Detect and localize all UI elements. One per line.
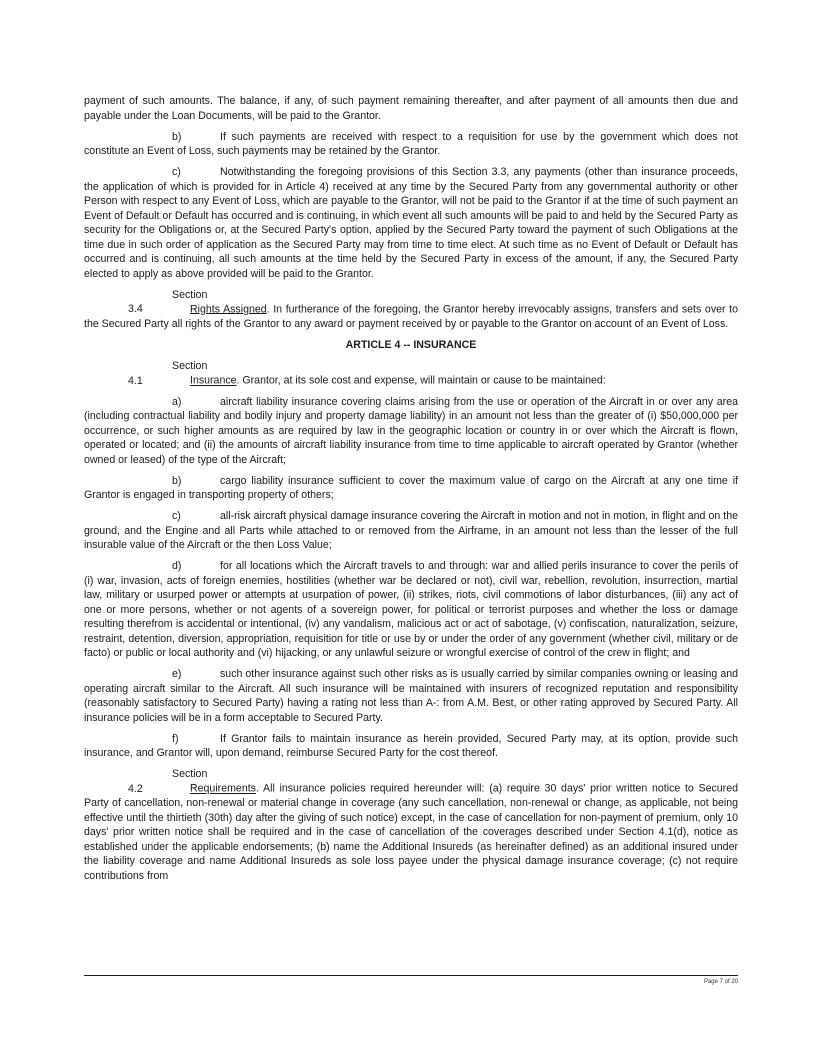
item-text: Notwithstanding the foregoing provisions of this Section 3.3, any payments (other than insurance proceeds, the application of which is provided for in Article 4) received at any time by the Secured Party from any governmental authority or other Person with respect to any Event of Loss, which are payable to the Grantor, will not be paid to the Grantor if at the time of such payment an Event of Default or Default has occurred and is continuing, in which event all such amounts will be paid to and held by the Secured Party as security for the Obligations or, at the Secured Party's option, applied by the Secured Party toward the payment of such Obligations at the time due in such order of application as the Secured Party may from time to time elect. At such time as no Event of Default or Default has occurred and is continuing, all such amounts at the time held by the Secured Party in excess of the amount, if any, the Secured Party elected to apply as above provided will be paid to the Grantor. bbox=[84, 166, 738, 280]
item-label: d) bbox=[172, 560, 182, 572]
item-label: b) bbox=[172, 474, 182, 487]
section-title: Rights Assigned bbox=[190, 303, 267, 315]
paragraph-4-1-a bbox=[84, 395, 738, 468]
item-label: c) bbox=[172, 510, 181, 522]
paragraph-3-3-c bbox=[84, 165, 738, 281]
section-4-1 bbox=[84, 359, 738, 388]
item-text: If such payments are received with respect to a requisition for use by the government which does not constitute an Event of Loss, such payments may be retained by the Grantor. bbox=[84, 130, 738, 157]
item-text: such other insurance against such other risks as is usually carried by similar companies owning or leasing and operating aircraft similar to the Aircraft. All such insurance will be maintained with insurers of recognized reputation and responsibility (reasonably satisfactory to Secured Party) having a rating not less than A-: from A.M. Best, or other rating approved by Secured Party. All insurance policies will be in a form acceptable to Secured Party. bbox=[84, 668, 738, 724]
section-label: Section 4.2 bbox=[128, 768, 208, 795]
paragraph-4-1-e bbox=[84, 667, 738, 725]
item-label: f) bbox=[172, 732, 179, 745]
section-title: Requirements bbox=[190, 782, 256, 795]
article-heading: ARTICLE 4 -- INSURANCE bbox=[345, 338, 477, 351]
section-text: . Grantor, at its sole cost and expense, will maintain or cause to be maintained: bbox=[236, 374, 606, 387]
section-label: Section 3.4 bbox=[128, 288, 208, 315]
item-text: all-risk aircraft physical damage insurance covering the Aircraft in motion and not in motion, in flight and on the ground, and the Engine and all Parts while attached to or removed from the Airframe, in an amount not less than the lesser of the full insurable value of the Aircraft or the then Loss Value; bbox=[84, 510, 738, 551]
item-text: for all locations which the Aircraft travels to and through: war and allied perils insurance to cover the perils of (i) war, invasion, acts of foreign enemies, hostilities (whether war be declared or not), civil war, rebellion, revolution, insurrection, martial law, military or usurped power or attempts at usurpation of power, (ii) strikes, riots, civil commotions of labor disturbances, (iii) any act of one or more persons, whether or not agents of a sovereign power, for political or terrorist purposes and whether the loss or damage resulting therefrom is accidental or intentional, (iv) any vandalism, malicious act or act of sabotage, (v) confiscation, naturalization, seizure, restraint, detention, diversion, appropriation, requisition for title or use by or under the order of any government (whether civil, military or de facto) or public or local authority and (vi) hijacking, or any unlawful seizure or wrongful exercise of control of the crew in flight; and bbox=[84, 560, 738, 659]
item-text: cargo liability insurance sufficient to cover the maximum value of cargo on the Aircraft at any one time if Grantor is engaged in transporting property of others; bbox=[84, 474, 738, 501]
item-label: a) bbox=[172, 395, 182, 408]
item-label: b) bbox=[172, 130, 182, 143]
paragraph-4-1-c bbox=[84, 509, 738, 553]
paragraph-3-3-b bbox=[84, 130, 738, 159]
section-4-2 bbox=[84, 767, 738, 883]
item-text: If Grantor fails to maintain insurance as herein provided, Secured Party may, at its option, provide such insurance, and Grantor will, upon demand, reimburse Secured Party for the cost thereof. bbox=[84, 732, 738, 759]
section-title: Insurance bbox=[190, 374, 237, 387]
section-text: . In furtherance of the foregoing, the Grantor hereby irrevocably assigns, transfers and sets over to the Secured Party all rights of the Grantor to any award or payment received by or payable to the Grantor on account of an Event of Loss. bbox=[84, 303, 738, 330]
document-page bbox=[84, 94, 738, 890]
section-label: Section 4.1 bbox=[128, 360, 208, 387]
item-text: aircraft liability insurance covering claims arising from the use or operation of the Aircraft in or over any area (including contractual liability and bodily injury and property damage liability) in an amount not less than the greater of (i) $50,000,000 per occurrence, or such higher amounts as are required by law in the geographic location or country in or over which the Aircraft is flown, operated or located; and (ii) the amounts of aircraft liability insurance from time to time applicable to aircraft operated by Grantor (whether owned or leased) of the type of the Aircraft; bbox=[84, 395, 738, 466]
paragraph-4-1-b bbox=[84, 474, 738, 503]
paragraph-intro: payment of such amounts. The balance, if any, of such payment remaining thereafter, and after payment of all amounts then due and payable under the Loan Documents, will be paid to the Grantor. bbox=[84, 95, 738, 122]
section-3-4 bbox=[84, 288, 738, 332]
section-text: . All insurance policies required hereunder will: (a) require 30 days' prior written notice to Secured Party of cancellation, non-renewal or material change in coverage (any such cancellation, non-renewal or change, as applicable, not being effective until the thirtieth (30th) day after the giving of such notice) except, in the case of cancellation for non-payment of premium, only 10 days' prior written notice shall be required and in the case of cancellation of the coverages described under Section 4.1(d), notice as established under the applicable endorsements; (b) name the Additional Insureds (as hereinafter defined) as an additional insured under the liability coverage and name Additional Insureds as sole loss payee under the physical damage insurance coverage; (c) not require contributions from bbox=[84, 782, 738, 882]
footer-rule bbox=[84, 975, 738, 976]
paragraph-4-1-f bbox=[84, 732, 738, 761]
paragraph-4-1-d bbox=[84, 559, 738, 661]
item-label: c) bbox=[172, 166, 181, 178]
item-label: e) bbox=[172, 668, 182, 680]
page-number: Page 7 of 20 bbox=[703, 979, 738, 985]
